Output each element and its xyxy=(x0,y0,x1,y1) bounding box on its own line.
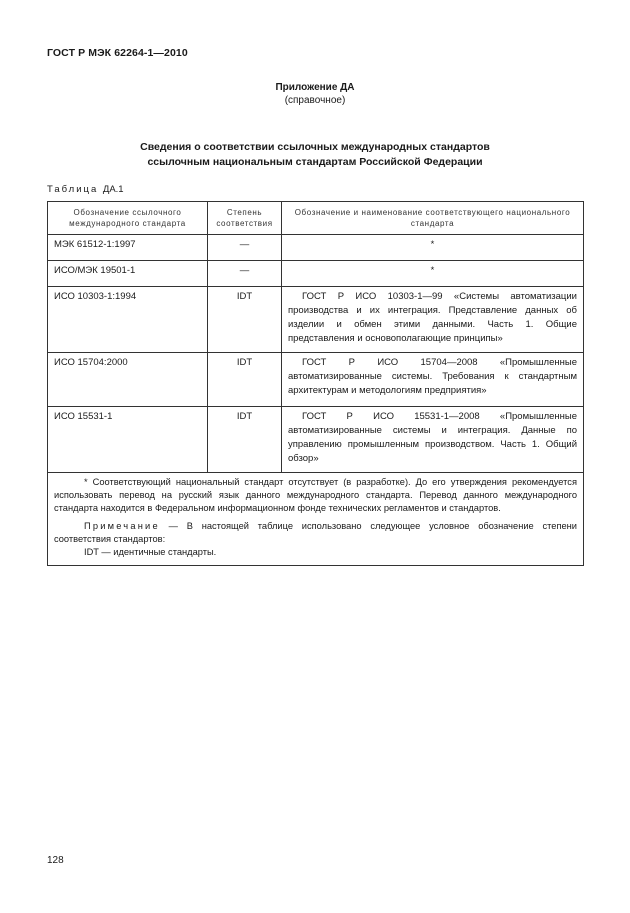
correspondence-table xyxy=(47,201,584,566)
cell-code: ИСО/МЭК 19501-1 xyxy=(48,261,208,287)
national-standard-text: ГОСТ Р ИСО 10303-1—99 «Системы автоматизации производства и их интеграция. Представление данных об изделии и обмен этими данными. Часть 1. Общие представления и основополагающие принципы» xyxy=(288,291,577,344)
cell-degree: IDT xyxy=(208,287,282,353)
cell-national-standard: * xyxy=(282,235,584,261)
table-note xyxy=(54,520,577,546)
section-title xyxy=(0,140,630,170)
national-standard-text: ГОСТ Р ИСО 15704—2008 «Промышленные автоматизированные системы. Требования к стандартным архитектурам и методологиям предприятия» xyxy=(288,357,577,396)
cell-national-standard: * xyxy=(282,261,584,287)
note-idt-definition: IDT — идентичные стандарты. xyxy=(84,546,217,557)
cell-national-standard xyxy=(282,353,584,407)
note-label: Примечание xyxy=(84,521,160,532)
header-degree: Степень соответствия xyxy=(208,202,282,235)
table-row xyxy=(48,287,584,353)
cell-degree: — xyxy=(208,261,282,287)
cell-code: ИСО 15531-1 xyxy=(48,407,208,473)
cell-code: ИСО 10303-1:1994 xyxy=(48,287,208,353)
cell-code: МЭК 61512-1:1997 xyxy=(48,235,208,261)
document-code: ГОСТ Р МЭК 62264-1—2010 xyxy=(47,47,188,59)
cell-degree: IDT xyxy=(208,353,282,407)
section-title-line-1: Сведения о соответствии ссылочных международных стандартов xyxy=(140,141,490,153)
cell-national-standard xyxy=(282,287,584,353)
table-row xyxy=(48,261,584,287)
table-caption-number: ДА.1 xyxy=(102,184,124,195)
table-header-row xyxy=(48,202,584,235)
annex-subtitle: (справочное) xyxy=(284,95,346,106)
national-standard-text: ГОСТ Р ИСО 15531-1—2008 «Промышленные автоматизированные системы и интеграция. Данные по управлению промышленным производством. Часть 1. Общий обзор» xyxy=(288,411,577,464)
annex-title: Приложение ДА xyxy=(275,82,355,93)
table-caption-word: Таблица xyxy=(47,184,99,195)
table-caption xyxy=(47,184,124,195)
table-row xyxy=(48,235,584,261)
header-international-standard: Обозначение ссылочного международного стандарта xyxy=(48,202,208,235)
cell-degree: — xyxy=(208,235,282,261)
note-text: — В настоящей таблице использовано следующее условное обозначение степени соответствия стандартов: xyxy=(54,521,577,545)
header-national-standard: Обозначение и наименование соответствующего национального стандарта xyxy=(282,202,584,235)
table-row xyxy=(48,407,584,473)
table-footnote: * Соответствующий национальный стандарт отсутствует (в разработке). До его утверждения рекомендуется использовать перевод на русский язык данного международного стандарта. Перевод данного международного стандарта находится в Федеральном информационном фонде технических регламентов и стандартов. xyxy=(54,477,577,513)
table-notes-row xyxy=(48,473,584,566)
table-row xyxy=(48,353,584,407)
section-title-line-2: ссылочным национальным стандартам Российской Федерации xyxy=(147,156,483,168)
cell-national-standard xyxy=(282,407,584,473)
table-notes xyxy=(48,473,584,566)
cell-code: ИСО 15704:2000 xyxy=(48,353,208,407)
cell-degree: IDT xyxy=(208,407,282,473)
page-number: 128 xyxy=(47,855,64,866)
